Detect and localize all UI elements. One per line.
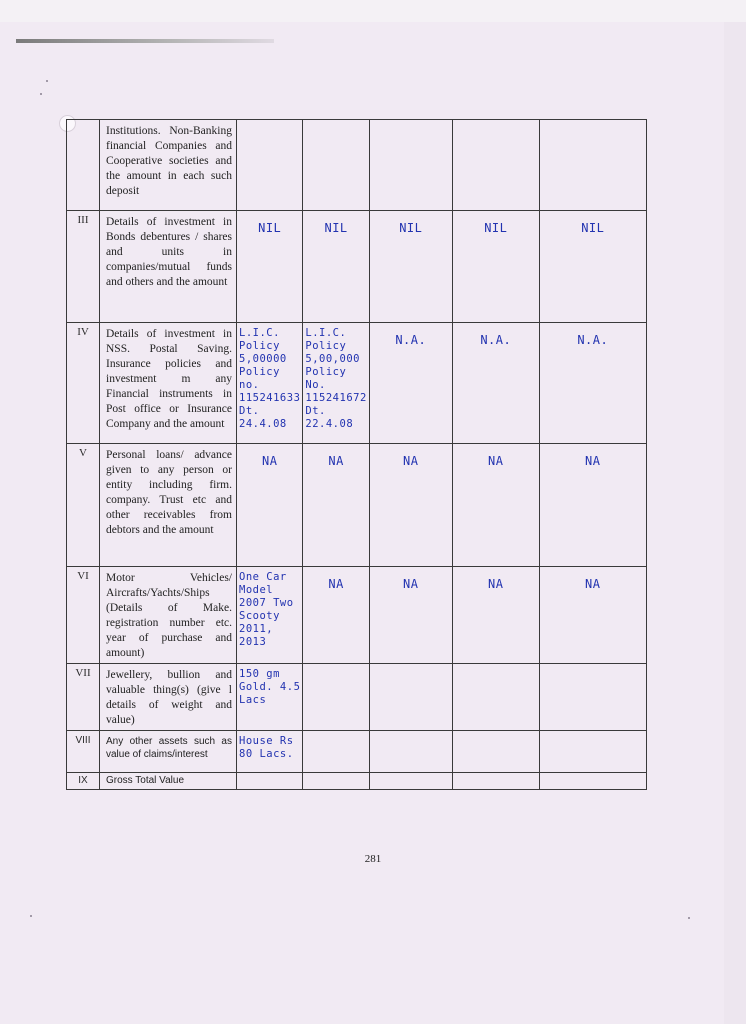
entry-cell: 150 gm Gold. 4.5 Lacs	[237, 664, 303, 731]
scan-artifact-bar	[16, 39, 274, 43]
entry-cell: NIL	[369, 211, 452, 323]
entry-cell: N.A.	[369, 323, 452, 444]
assets-declaration-table	[66, 119, 647, 790]
entry-cell	[539, 731, 646, 773]
entry-cell: NA	[452, 567, 539, 664]
entry-cell: NIL	[237, 211, 303, 323]
entry-cell	[539, 120, 646, 211]
row-description-text: Institutions. Non-Banking financial Companies and Cooperative societies and the amount in each such deposit	[106, 125, 232, 197]
page-number: 281	[364, 853, 382, 865]
dust-speck	[40, 93, 42, 95]
entry-cell	[237, 773, 303, 790]
entry-cell: NIL	[303, 211, 369, 323]
entry-cell	[237, 120, 303, 211]
entry-cell	[369, 664, 452, 731]
entry-cell	[452, 773, 539, 790]
entry-cell: NA	[539, 567, 646, 664]
entry-cell: N.A.	[452, 323, 539, 444]
row-description	[100, 120, 237, 211]
row-description-text: Jewellery, bullion and valuable thing(s) (give l details of weight and value)	[106, 669, 232, 726]
entry-cell: N.A.	[539, 323, 646, 444]
entry-cell	[303, 731, 369, 773]
row-description-text: Details of investment in NSS. Postal Saving. Insurance policies and investment m any Financial instruments in Post office or Insurance Company and the amount	[106, 328, 232, 430]
table-row	[67, 567, 647, 664]
entry-cell: NA	[539, 444, 646, 567]
entry-cell	[303, 664, 369, 731]
row-description	[100, 731, 237, 773]
entry-cell: NA	[303, 567, 369, 664]
entry-cell	[539, 773, 646, 790]
table-row	[67, 211, 647, 323]
row-number: VIII	[67, 731, 100, 773]
table-row	[67, 773, 647, 790]
entry-cell	[452, 120, 539, 211]
entry-cell	[369, 731, 452, 773]
row-description-text: Details of investment in Bonds debentures / shares and units in companies/mutual funds and others and the amount	[106, 216, 232, 288]
entry-cell: NA	[303, 444, 369, 567]
row-number: VII	[67, 664, 100, 731]
entry-cell	[369, 120, 452, 211]
table-row	[67, 664, 647, 731]
dust-speck	[688, 917, 690, 919]
entry-cell	[452, 731, 539, 773]
entry-cell	[303, 120, 369, 211]
entry-cell	[369, 773, 452, 790]
table-row	[67, 731, 647, 773]
scanner-top-margin	[0, 0, 746, 22]
entry-cell: NA	[237, 444, 303, 567]
row-number: IX	[67, 773, 100, 790]
table-row	[67, 444, 647, 567]
row-description-text: Any other assets such as value of claims/interest	[106, 736, 232, 760]
row-number: V	[67, 444, 100, 567]
row-description-text: Motor Vehicles/ Aircrafts/Yachts/Ships (Details of Make. registration number etc. year of purchase and amount)	[106, 572, 232, 659]
row-description	[100, 664, 237, 731]
row-description	[100, 211, 237, 323]
entry-cell: One Car Model 2007 Two Scooty 2011, 2013	[237, 567, 303, 664]
dust-speck	[46, 80, 48, 82]
entry-cell	[452, 664, 539, 731]
row-description-text: Gross Total Value	[106, 775, 185, 786]
table-row	[67, 120, 647, 211]
row-number: VI	[67, 567, 100, 664]
row-description	[100, 444, 237, 567]
row-number	[67, 120, 100, 211]
row-description	[100, 323, 237, 444]
row-number: III	[67, 211, 100, 323]
entry-cell: NA	[369, 444, 452, 567]
row-description	[100, 773, 237, 790]
row-description-text: Personal loans/ advance given to any person or entity including firm. company. Trust etc and other receivables from debtors and the amount	[106, 449, 232, 536]
table-row	[67, 323, 647, 444]
page-edge-shadow	[724, 22, 746, 1024]
entry-cell	[539, 664, 646, 731]
entry-cell: NA	[369, 567, 452, 664]
dust-speck	[30, 915, 32, 917]
entry-cell: NA	[452, 444, 539, 567]
entry-cell	[303, 773, 369, 790]
entry-cell: L.I.C. Policy 5,00,000 Policy No. 115241672 Dt. 22.4.08	[303, 323, 369, 444]
row-number: IV	[67, 323, 100, 444]
row-description	[100, 567, 237, 664]
entry-cell: NIL	[539, 211, 646, 323]
entry-cell: NIL	[452, 211, 539, 323]
entry-cell: L.I.C. Policy 5,00000 Policy no. 115241633 Dt. 24.4.08	[237, 323, 303, 444]
entry-cell: House Rs 80 Lacs.	[237, 731, 303, 773]
